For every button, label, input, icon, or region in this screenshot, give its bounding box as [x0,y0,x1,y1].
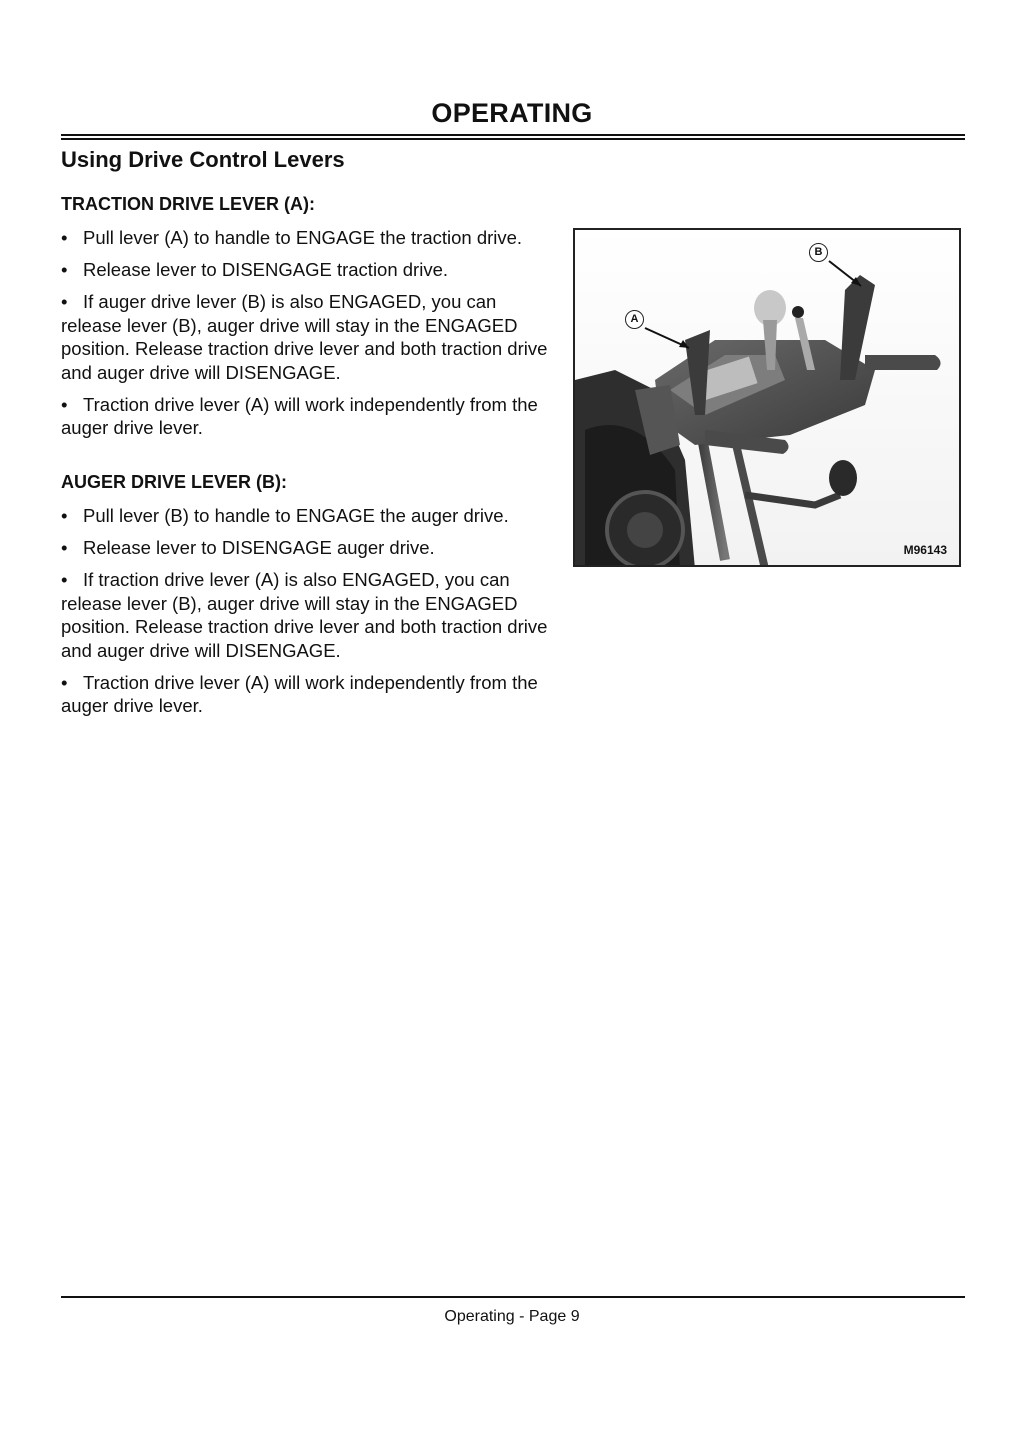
bullet-icon: • [61,227,68,248]
title-rule-double [61,138,965,140]
list-item: • If traction drive lever (A) is also ENGAGED, you can release lever (B), auger drive will stay in the ENGAGED position. Release traction drive lever and both traction drive and auger drive will DISENGAGE. [61,569,548,661]
callout-b: B [809,243,828,262]
list-item: • Release lever to DISENGAGE traction drive. [61,259,449,280]
traction-bullet-list [61,226,561,448]
list-item: • Release lever to DISENGAGE auger drive. [61,537,435,558]
auger-bullet-list [61,504,561,726]
page-title: OPERATING [431,98,593,128]
figure-code: M96143 [903,543,947,557]
list-item: • Pull lever (B) to handle to ENGAGE the auger drive. [61,505,509,526]
list-item: • If auger drive lever (B) is also ENGAGED, you can release lever (B), auger drive will stay in the ENGAGED position. Release traction drive lever and both traction drive and auger drive will DISENGAGE. [61,291,548,383]
bullet-icon: • [61,393,68,415]
traction-heading: TRACTION DRIVE LEVER (A): [61,194,315,214]
snowblower-illustration [575,230,961,567]
section-heading: Using Drive Control Levers [61,147,345,172]
bullet-icon: • [61,505,68,526]
control-levers-photo [573,228,961,567]
callout-a: A [625,310,644,329]
auger-heading: AUGER DRIVE LEVER (B): [61,472,288,492]
bullet-icon: • [61,671,68,693]
bullet-icon: • [61,259,68,280]
footer-rule [61,1296,965,1298]
page-footer: Operating - Page 9 [444,1308,580,1325]
list-item: • Pull lever (A) to handle to ENGAGE the traction drive. [61,227,523,248]
bullet-icon: • [61,569,68,590]
bullet-icon: • [61,291,68,312]
list-item: • Traction drive lever (A) will work independently from the auger drive lever. [61,671,538,716]
bullet-icon: • [61,537,68,558]
title-rule [61,134,965,136]
list-item: • Traction drive lever (A) will work independently from the auger drive lever. [61,393,538,438]
